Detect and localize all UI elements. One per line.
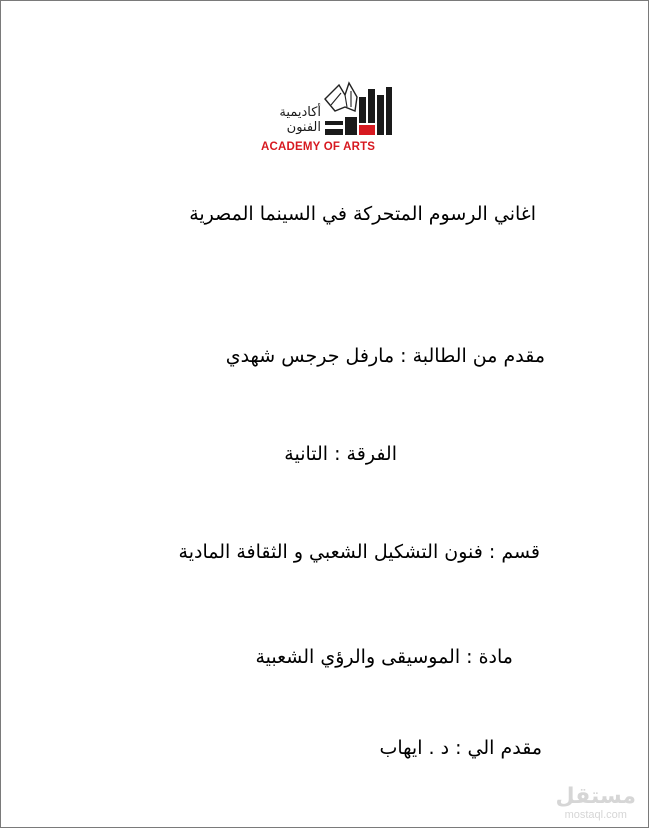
subject-line: مادة : الموسيقى والرؤي الشعبية	[255, 646, 513, 668]
logo-arabic-text: أكاديمية الفنون	[279, 105, 321, 135]
submitted-to-line: مقدم الي : د . ايهاب	[379, 737, 542, 759]
mostaql-watermark	[556, 785, 636, 821]
student-name-line: مقدم من الطالبة : مارفل جرجس شهدي	[225, 345, 545, 367]
watermark-arabic: مستقل	[555, 784, 636, 809]
document-title: اغاني الرسوم المتحركة في السينما المصرية	[189, 203, 536, 225]
study-year-line: الفرقة : التانية	[284, 443, 397, 465]
academy-of-arts-logo	[259, 81, 394, 155]
logo-english-text: ACADEMY OF ARTS	[261, 141, 376, 153]
department-line: قسم : فنون التشكيل الشعبي و الثقافة المادية	[178, 541, 540, 563]
watermark-english: mostaql.com	[564, 809, 627, 821]
